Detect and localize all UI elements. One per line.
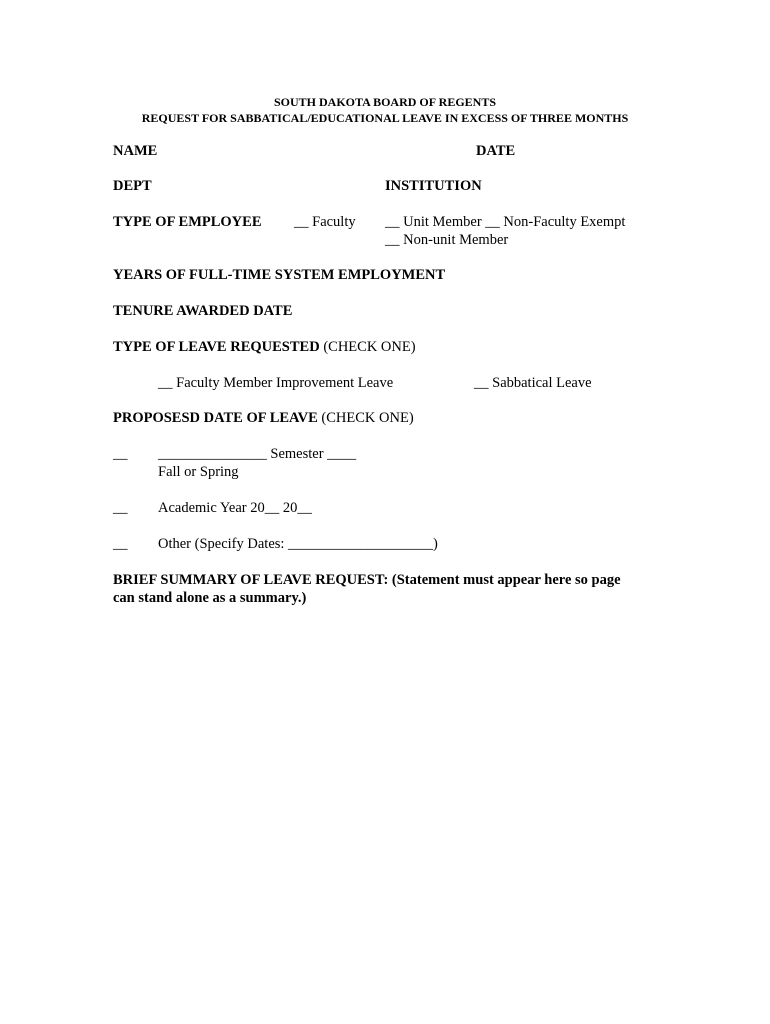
form-title-line1: SOUTH DAKOTA BOARD OF REGENTS (273, 95, 497, 109)
other-dates-checkbox[interactable]: __ (113, 536, 128, 552)
sabbatical-leave-option[interactable]: __ Sabbatical Leave (474, 375, 592, 391)
date-label: DATE (476, 143, 516, 159)
improvement-leave-option[interactable]: __ Faculty Member Improvement Leave (158, 375, 394, 391)
semester-field[interactable]: _______________ Semester ____ (158, 446, 357, 462)
leave-type-heading (113, 338, 416, 356)
years-employment-label: YEARS OF FULL-TIME SYSTEM EMPLOYMENT (113, 267, 446, 283)
leave-type-label: TYPE OF LEAVE REQUESTED (113, 339, 320, 355)
unit-member-and-non-faculty-exempt-options[interactable]: __ Unit Member __ Non-Faculty Exempt (385, 214, 626, 230)
semester-checkbox[interactable]: __ (113, 446, 128, 462)
employee-type-label: TYPE OF EMPLOYEE (113, 214, 262, 230)
leave-type-instruction: (CHECK ONE) (323, 339, 416, 355)
tenure-date-label: TENURE AWARDED DATE (113, 303, 293, 319)
semester-hint: Fall or Spring (158, 464, 239, 480)
institution-label: INSTITUTION (385, 178, 482, 194)
proposed-date-instruction: (CHECK ONE) (321, 410, 414, 426)
proposed-date-heading (113, 409, 414, 427)
academic-year-field[interactable]: Academic Year 20__ 20__ (158, 500, 312, 516)
form-title-line2: REQUEST FOR SABBATICAL/EDUCATIONAL LEAVE IN EXCESS OF THREE MONTHS (141, 111, 629, 125)
name-label: NAME (113, 143, 158, 159)
faculty-checkbox-option[interactable]: __ Faculty (294, 214, 356, 230)
non-unit-member-checkbox-option[interactable]: __ Non-unit Member (385, 232, 509, 248)
proposed-date-label: PROPOSESD DATE OF LEAVE (113, 410, 318, 426)
dept-label: DEPT (113, 178, 152, 194)
summary-label-line2: can stand alone as a summary.) (113, 590, 307, 606)
summary-label-line1: BRIEF SUMMARY OF LEAVE REQUEST: (Statement must appear here so page (113, 572, 621, 588)
other-dates-field[interactable]: Other (Specify Dates: ____________________) (158, 536, 438, 552)
academic-year-checkbox[interactable]: __ (113, 500, 128, 516)
